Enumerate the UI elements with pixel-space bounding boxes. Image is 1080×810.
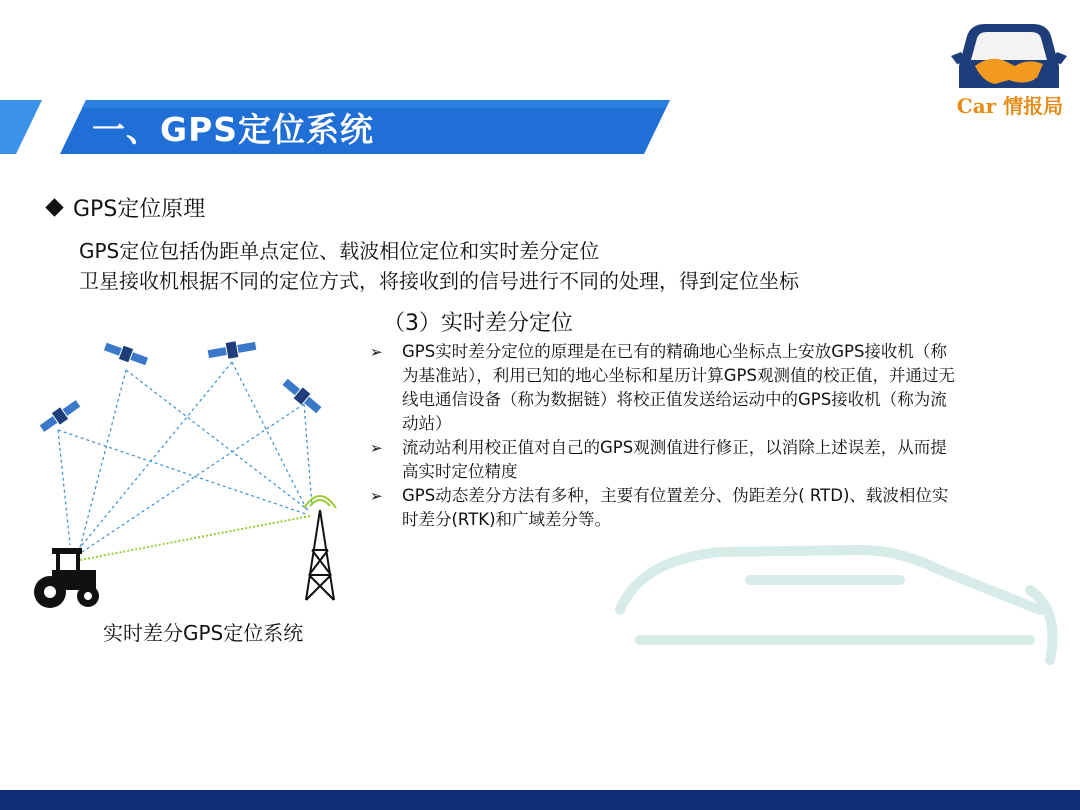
section-heading-text: GPS定位原理 <box>73 197 206 222</box>
satellite-icon <box>103 340 149 368</box>
intro-line-1: GPS定位包括伪距单点定位、载波相位定位和实时差分定位 <box>79 239 600 263</box>
car-outline-watermark <box>600 490 1070 680</box>
list-item: ➢ GPS动态差分方法有多种，主要有位置差分、伪距差分( RTD)、载波相位实时差分(RTK)和广域差分等。 <box>370 486 949 529</box>
radio-tower-icon <box>304 496 336 600</box>
satellite-icon <box>207 338 257 362</box>
arrow-bullet-icon: ➢ <box>370 439 383 457</box>
section-heading <box>44 192 205 223</box>
arrow-bullet-icon: ➢ <box>370 487 383 505</box>
intro-line-2: 卫星接收机根据不同的定位方式，将接收到的信号进行不同的处理，得到定位坐标 <box>79 269 799 293</box>
satellite-icon <box>281 376 324 415</box>
sub-heading: （3）实时差分定位 <box>383 311 573 336</box>
bottom-bar <box>0 790 1080 810</box>
diagram-caption: 实时差分GPS定位系统 <box>103 621 304 645</box>
gps-diagram <box>20 330 360 620</box>
list-item: ➢ GPS实时差分定位的原理是在已有的精确地心坐标点上安放GPS接收机（称为基准站），利用已知的地心坐标和星历计算GPS观测值的校正值，并通过无线电通信设备（称为数据链）将校正值发送给运动中的GPS接收机（称为流动站） <box>370 342 955 433</box>
satellite-icon <box>38 398 82 435</box>
slide-title: 一、GPS定位系统 <box>92 110 375 149</box>
correction-link <box>80 516 310 560</box>
list-item: ➢ 流动站利用校正值对自己的GPS观测值进行修正，以消除上述误差，从而提高实时定位精度 <box>370 438 947 481</box>
arrow-bullet-icon: ➢ <box>370 343 383 361</box>
tractor-icon <box>34 548 99 608</box>
brand-text: Car 情报局 <box>956 94 1064 118</box>
diamond-bullet-icon <box>45 198 63 216</box>
